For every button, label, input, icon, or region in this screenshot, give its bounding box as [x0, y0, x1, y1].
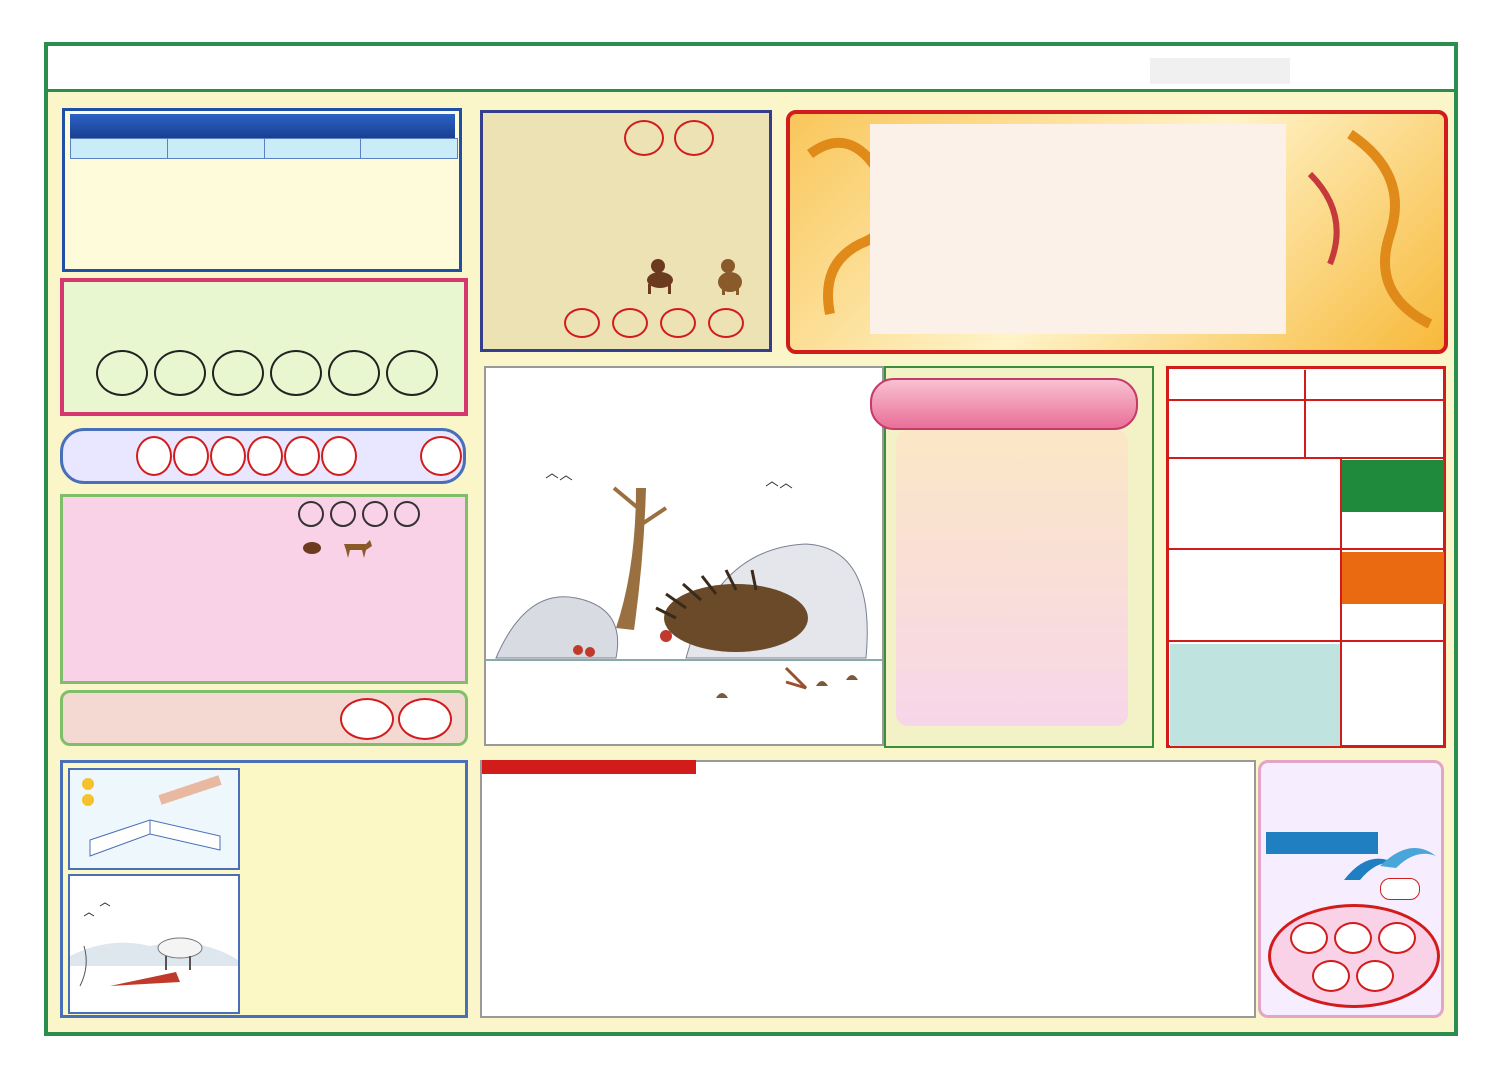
number-ball — [247, 436, 283, 476]
monkey-icons — [640, 256, 752, 296]
number-ball — [1290, 922, 1328, 954]
treasure-poem — [900, 446, 1110, 726]
strategy-ring — [1268, 904, 1440, 1008]
horse-icon — [344, 540, 372, 558]
treasure-map-scroll — [870, 378, 1138, 430]
monkey-icon — [647, 259, 673, 294]
number-ball — [96, 350, 148, 396]
poem-column — [1011, 446, 1055, 726]
col-header — [264, 139, 361, 159]
computer-analysis-numbers — [96, 350, 438, 396]
number-ball — [660, 308, 696, 338]
snake-icon — [303, 542, 321, 554]
number-ball — [173, 436, 209, 476]
number-ball — [321, 436, 357, 476]
number-ball — [362, 501, 388, 527]
open-header — [1306, 370, 1444, 400]
col-header — [167, 139, 264, 159]
special-code-ball — [420, 436, 462, 476]
number-ball — [708, 308, 744, 338]
number-ball — [398, 698, 452, 740]
famous-selected-panel — [1170, 644, 1340, 746]
number-ball — [212, 350, 264, 396]
book-illustration — [68, 768, 240, 870]
number-ball — [328, 350, 380, 396]
lucky-special-numbers — [298, 501, 426, 531]
previous-draw-numbers — [136, 436, 357, 476]
weak-strong-title — [70, 114, 455, 138]
poem-column — [900, 446, 944, 726]
weak-strong-table — [70, 138, 458, 159]
count-tag — [1342, 552, 1444, 604]
number-ball — [210, 436, 246, 476]
zodiac-icons — [300, 536, 380, 560]
number-ball — [394, 501, 420, 527]
book-icon — [70, 770, 238, 868]
goat-scene — [70, 876, 238, 1012]
poem-column — [955, 446, 999, 726]
divider — [1168, 399, 1444, 401]
number-ball — [564, 308, 600, 338]
poem-column — [1066, 446, 1110, 726]
number-ball — [1334, 922, 1372, 954]
divider — [1168, 457, 1444, 459]
recent-results-panel — [480, 760, 1256, 1018]
strategy-tag — [1380, 878, 1420, 900]
number-ball — [340, 698, 394, 740]
number-ball — [624, 120, 664, 156]
divider — [1168, 640, 1444, 642]
open-header — [1170, 370, 1304, 400]
col-header — [71, 139, 168, 159]
count-tag — [1342, 460, 1444, 512]
illustration-porcupine — [484, 366, 884, 746]
year-count — [1342, 606, 1444, 638]
goat-illustration — [68, 874, 240, 1014]
number-ball — [270, 350, 322, 396]
col-header — [361, 139, 458, 159]
number-ball — [1356, 960, 1394, 992]
issue-label — [1150, 58, 1290, 84]
number-ball — [674, 120, 714, 156]
divider — [1304, 370, 1306, 458]
year-count — [1342, 514, 1444, 546]
number-ball — [154, 350, 206, 396]
number-ball — [284, 436, 320, 476]
banner-blank-area — [870, 124, 1286, 334]
number-ball — [612, 308, 648, 338]
number-ball — [386, 350, 438, 396]
porcupine-scene — [486, 368, 882, 744]
recent-results-title — [482, 760, 696, 774]
number-ball — [1312, 960, 1350, 992]
number-ball — [330, 501, 356, 527]
divider — [1168, 548, 1444, 550]
number-ball — [1378, 922, 1416, 954]
famous-number — [1342, 644, 1444, 746]
size-result — [1170, 400, 1304, 456]
monkey-icon — [718, 259, 742, 295]
number-ball — [136, 436, 172, 476]
color-ball-header — [698, 762, 1254, 772]
number-ball — [298, 501, 324, 527]
sister-code-numbers — [340, 698, 452, 740]
parity-result — [1306, 400, 1444, 456]
